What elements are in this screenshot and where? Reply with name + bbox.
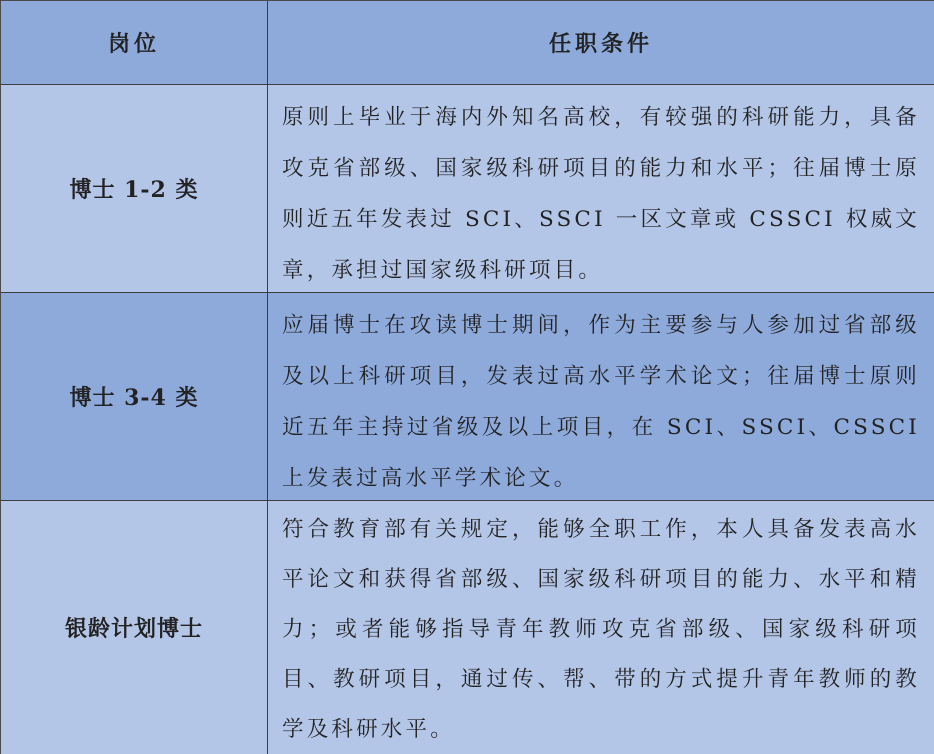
requirements-cell: 应届博士在攻读博士期间，作为主要参与人参加过省部级及以上科研项目，发表过高水平学术论文；往届博士原则近五年主持过省级及以上项目，在 SCI、SSCI、CSSCI 上发表过高水平学术论文。	[282, 313, 920, 491]
requirements-cell: 原则上毕业于海内外知名高校，有较强的科研能力，具备攻克省部级、国家级科研项目的能力和水平；往届博士原则近五年发表过 SCI、SSCI 一区文章或 CSSCI 权威文章，承担过国家级科研项目。	[282, 105, 920, 283]
table-header-row	[1, 1, 934, 85]
table-row	[1, 85, 934, 293]
requirements-cell: 符合教育部有关规定，能够全职工作，本人具备发表高水平论文和获得省部级、国家级科研项目的能力、水平和精力；或者能够指导青年教师攻克省部级、国家级科研项目、教研项目，通过传、帮、带的方式提升青年教师的教学及科研水平。	[282, 517, 920, 742]
position-cell: 银龄计划博士	[1, 501, 268, 754]
table-row	[1, 293, 934, 501]
header-requirements: 任职条件	[548, 31, 653, 57]
table-row	[1, 501, 934, 754]
position-cell: 博士 3-4 类	[1, 293, 268, 500]
header-position: 岗位	[1, 1, 268, 84]
position-cell: 博士 1-2 类	[1, 85, 268, 292]
